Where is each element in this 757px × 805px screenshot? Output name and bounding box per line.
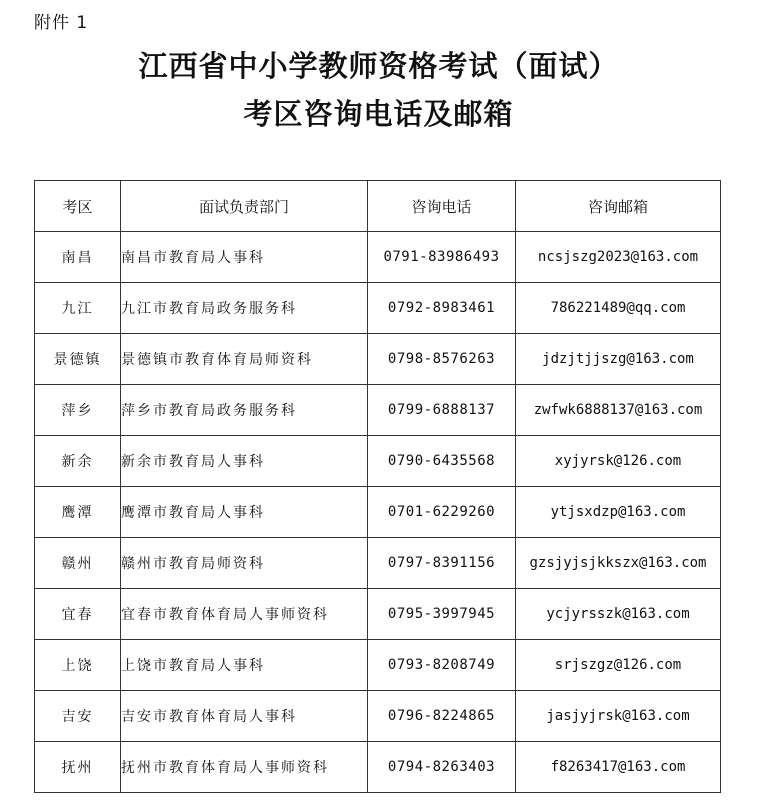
cell-email: xyjyrsk@126.com bbox=[516, 436, 721, 487]
cell-region: 九江 bbox=[35, 283, 121, 334]
cell-email: zwfwk6888137@163.com bbox=[516, 385, 721, 436]
table-row bbox=[35, 334, 721, 385]
cell-department: 九江市教育局政务服务科 bbox=[121, 283, 368, 334]
cell-department: 抚州市教育体育局人事师资科 bbox=[121, 742, 368, 793]
cell-phone: 0797-8391156 bbox=[368, 538, 516, 589]
cell-department: 吉安市教育体育局人事科 bbox=[121, 691, 368, 742]
cell-region: 吉安 bbox=[35, 691, 121, 742]
cell-phone: 0792-8983461 bbox=[368, 283, 516, 334]
cell-department: 赣州市教育局师资科 bbox=[121, 538, 368, 589]
cell-email: ycjyrsszk@163.com bbox=[516, 589, 721, 640]
cell-region: 上饶 bbox=[35, 640, 121, 691]
attachment-label: 附件 1 bbox=[34, 13, 89, 33]
cell-region: 景德镇 bbox=[35, 334, 121, 385]
cell-department: 萍乡市教育局政务服务科 bbox=[121, 385, 368, 436]
table-row bbox=[35, 232, 721, 283]
table-row bbox=[35, 385, 721, 436]
table-row bbox=[35, 538, 721, 589]
cell-phone: 0798-8576263 bbox=[368, 334, 516, 385]
cell-phone: 0796-8224865 bbox=[368, 691, 516, 742]
cell-email: f8263417@163.com bbox=[516, 742, 721, 793]
cell-email: 786221489@qq.com bbox=[516, 283, 721, 334]
cell-email: jasjyjrsk@163.com bbox=[516, 691, 721, 742]
cell-email: srjszgz@126.com bbox=[516, 640, 721, 691]
table-header-row bbox=[35, 181, 721, 232]
header-region: 考区 bbox=[35, 181, 121, 232]
cell-region: 南昌 bbox=[35, 232, 121, 283]
contact-table bbox=[34, 180, 721, 793]
cell-department: 上饶市教育局人事科 bbox=[121, 640, 368, 691]
cell-email: gzsjyjsjkkszx@163.com bbox=[516, 538, 721, 589]
cell-region: 鹰潭 bbox=[35, 487, 121, 538]
cell-department: 宜春市教育体育局人事师资科 bbox=[121, 589, 368, 640]
cell-phone: 0794-8263403 bbox=[368, 742, 516, 793]
cell-phone: 0791-83986493 bbox=[368, 232, 516, 283]
cell-department: 鹰潭市教育局人事科 bbox=[121, 487, 368, 538]
cell-region: 新余 bbox=[35, 436, 121, 487]
table-row bbox=[35, 283, 721, 334]
header-department: 面试负责部门 bbox=[121, 181, 368, 232]
cell-region: 赣州 bbox=[35, 538, 121, 589]
table-row bbox=[35, 487, 721, 538]
cell-phone: 0701-6229260 bbox=[368, 487, 516, 538]
table-row bbox=[35, 640, 721, 691]
table-row bbox=[35, 691, 721, 742]
cell-phone: 0799-6888137 bbox=[368, 385, 516, 436]
cell-department: 新余市教育局人事科 bbox=[121, 436, 368, 487]
header-phone: 咨询电话 bbox=[368, 181, 516, 232]
cell-email: jdzjtjjszg@163.com bbox=[516, 334, 721, 385]
cell-email: ytjsxdzp@163.com bbox=[516, 487, 721, 538]
header-email: 咨询邮箱 bbox=[516, 181, 721, 232]
table-row bbox=[35, 589, 721, 640]
cell-region: 抚州 bbox=[35, 742, 121, 793]
cell-email: ncsjszg2023@163.com bbox=[516, 232, 721, 283]
table-row bbox=[35, 436, 721, 487]
cell-department: 南昌市教育局人事科 bbox=[121, 232, 368, 283]
cell-phone: 0795-3997945 bbox=[368, 589, 516, 640]
document-title-line-1: 江西省中小学教师资格考试（面试） bbox=[138, 49, 619, 83]
cell-phone: 0790-6435568 bbox=[368, 436, 516, 487]
document-title-line-2: 考区咨询电话及邮箱 bbox=[243, 97, 514, 131]
cell-region: 宜春 bbox=[35, 589, 121, 640]
cell-department: 景德镇市教育体育局师资科 bbox=[121, 334, 368, 385]
table-row bbox=[35, 742, 721, 793]
cell-region: 萍乡 bbox=[35, 385, 121, 436]
cell-phone: 0793-8208749 bbox=[368, 640, 516, 691]
